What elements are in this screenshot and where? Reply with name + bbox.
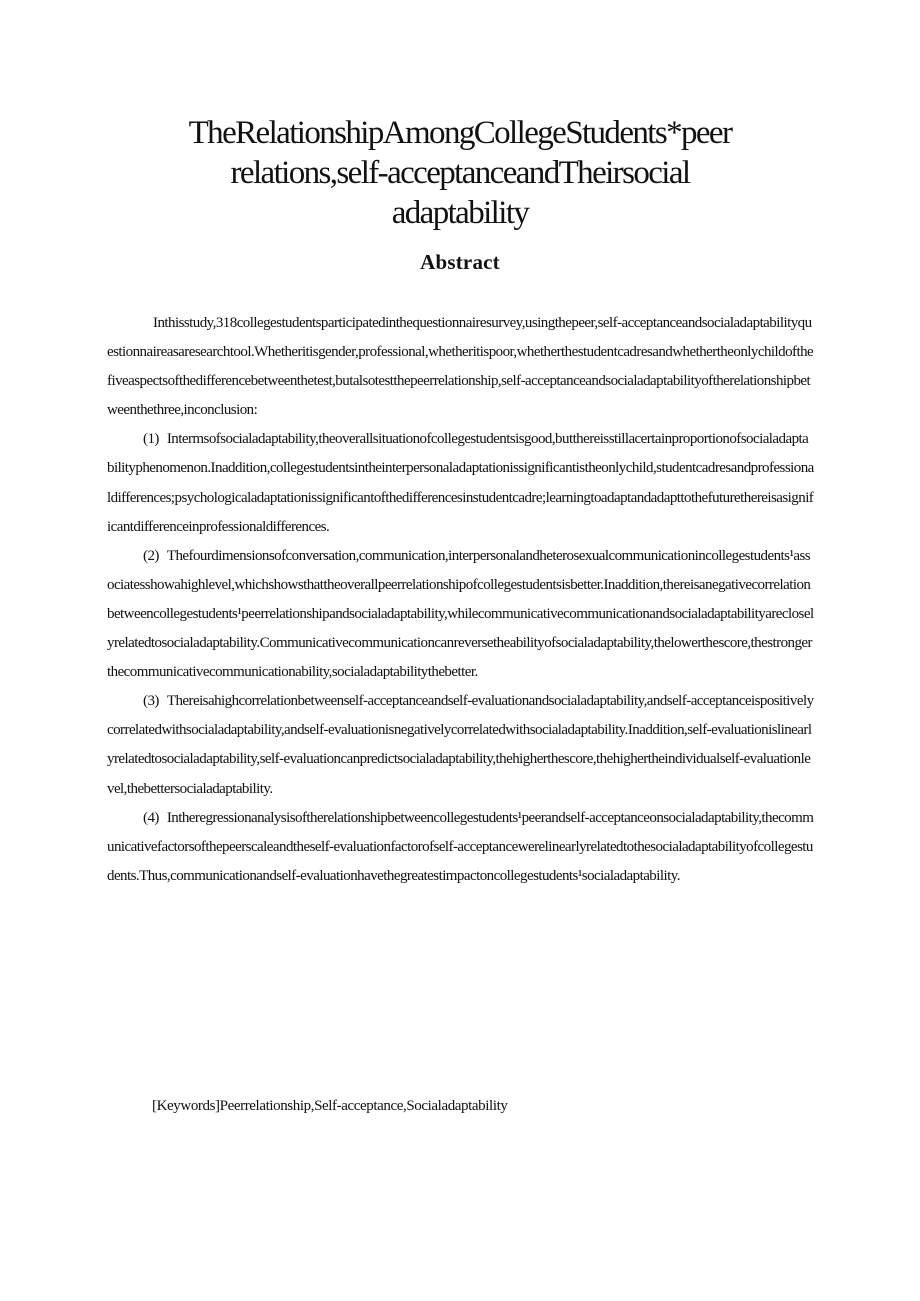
- abstract-heading: Abstract: [420, 250, 500, 274]
- finding-number: (3): [143, 693, 159, 710]
- finding-text: Thereisahighcorrelationbetweenself-acceptanceandself-evaluationandsocialadaptability,andself-acceptanceispositivelycorrelatedwithsocialadaptability,andself-evaluationisnegativelycorrelatedwithsocialadaptability.Inaddition,self-evaluationislinearlyrelatedtosocialadaptability,self-evaluationcanpredictsocialadaptability,thehigherthescore,thehighertheindividualself-evaluationlevel,thebettersocialadaptability.: [107, 693, 814, 797]
- finding-2: [107, 542, 815, 687]
- finding-number: (2): [143, 547, 159, 564]
- title-line-1: TheRelationshipAmongCollegeStudents*peer: [188, 115, 732, 151]
- title-line-2: relations,self-acceptanceandTheirsocial: [230, 155, 690, 191]
- abstract-body: [107, 309, 815, 891]
- keywords-line: [Keywords]Peerrelationship,Self-acceptance,Socialadaptability: [152, 1098, 508, 1114]
- finding-3: [107, 687, 815, 803]
- abstract-intro: Inthisstudy,318collegestudentsparticipatedinthequestionnairesurvey,usingthepeer,self-acceptanceandsocialadaptabilityquestionnaireasaresearchtool.Whetheritisgender,professional,whetheritispoor,whetherthestudentcadresandwhethertheonlychildofthefiveaspectsofthedifferencebetweenthetest,butalsotestthepeerrelationship,self-acceptanceandsocialadaptabilityoftherelationshipbetweenthethree,inconclusion:: [107, 315, 814, 419]
- finding-number: (4): [143, 809, 159, 826]
- finding-text: Intermsofsocialadaptability,theoverallsituationofcollegestudentsisgood,butthereisstillacertainproportionofsocialadaptabilityphenomenon.Inaddition,collegestudentsintheinterpersonaladaptationissignificantistheonlychild,studentcadresandprofessionaldifferences;psychologicaladaptationissignificantofthedifferencesinstudentcadre;learningtoadaptandadapttothefuturethereisasignificantdifferenceinprofessionaldifferences.: [107, 431, 814, 535]
- finding-1: [107, 425, 815, 541]
- paper-title: [90, 113, 830, 233]
- finding-text: Intheregressionanalysisoftherelationshipbetweencollegestudents¹peerandself-acceptanceonsocialadaptability,thecommunicativefactorsofthepeerscaleandtheself-evaluationfactorofself-acceptancewerelinearlyrelatedtothesocialadaptabilityofcollegestudents.Thus,communicationandself-evaluationhavethegreatestimpactoncollegestudents¹socialadaptability.: [107, 809, 814, 884]
- title-line-3: adaptability: [391, 195, 529, 231]
- finding-4: [107, 804, 815, 891]
- finding-number: (1): [143, 431, 159, 448]
- finding-text: Thefourdimensionsofconversation,communication,interpersonalandheterosexualcommunicationincollegestudents¹associatesshowahighlevel,whichshowsthattheoverallpeerrelationshipofcollegestudentsisbetter.Inaddition,thereisanegativecorrelationbetweencollegestudents¹peerrelationshipandsocialadaptability,whilecommunicativecommunicationandsocialadaptabilityarecloselyrelatedtosocialadaptability.Communicativecommunicationcanreversetheabilityofsocialadaptability,thelowerthescore,thestrongerthecommunicativecommunicationability,socialadaptabilitythebetter.: [107, 547, 814, 681]
